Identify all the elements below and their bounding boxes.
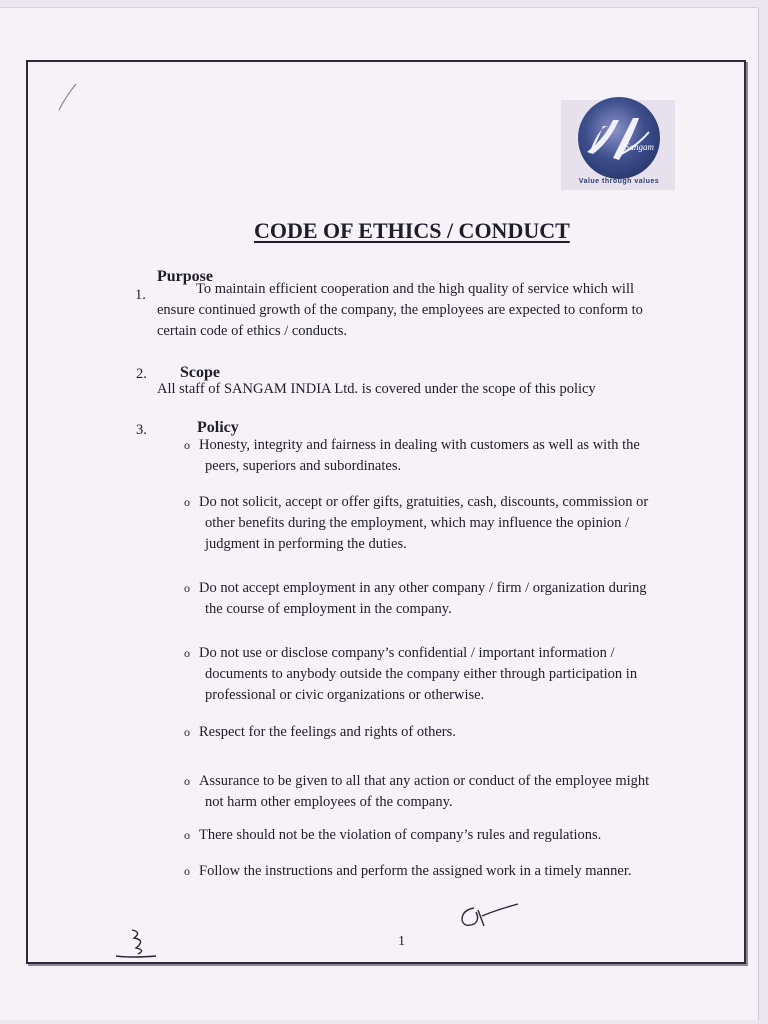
bullet-line: professional or civic organizations or otherwise. bbox=[205, 687, 485, 703]
policy-bullet-item bbox=[184, 643, 637, 706]
bullet-marker: o bbox=[184, 828, 190, 842]
bullet-line: Respect for the feelings and rights of others. bbox=[199, 724, 456, 740]
bullet-line: Do not solicit, accept or offer gifts, gratuities, cash, discounts, commission or bbox=[199, 494, 649, 510]
document-page bbox=[0, 8, 758, 1020]
policy-bullet-item bbox=[184, 861, 632, 882]
bullet-line: There should not be the violation of company’s rules and regulations. bbox=[199, 827, 602, 843]
bullet-marker: o bbox=[184, 864, 190, 878]
scope-heading: Scope bbox=[180, 364, 220, 381]
bullet-line: other benefits during the employment, which may influence the opinion / bbox=[205, 515, 630, 531]
page-number: 1 bbox=[398, 934, 405, 949]
purpose-text-line: certain code of ethics / conducts. bbox=[157, 323, 348, 339]
bullet-marker: o bbox=[184, 438, 190, 452]
bullet-line: peers, superiors and subordinates. bbox=[205, 458, 402, 474]
bullet-line: not harm other employees of the company. bbox=[205, 794, 453, 810]
bullet-marker: o bbox=[184, 581, 190, 595]
bullet-line: Follow the instructions and perform the assigned work in a timely manner. bbox=[199, 863, 632, 879]
purpose-text-line: ensure continued growth of the company, the employees are expected to conform to bbox=[157, 302, 643, 318]
document-title: CODE OF ETHICS / CONDUCT bbox=[254, 218, 570, 243]
bullet-marker: o bbox=[184, 495, 190, 509]
corner-tick-mark bbox=[56, 82, 78, 112]
handwritten-initials-icon bbox=[456, 900, 522, 932]
bullet-line: documents to anybody outside the company either through participation in bbox=[205, 666, 638, 682]
policy-bullet-item bbox=[184, 825, 601, 846]
bullet-line: the course of employment in the company. bbox=[205, 601, 452, 617]
bullet-marker: o bbox=[184, 774, 190, 788]
handwritten-signature-icon bbox=[112, 926, 160, 962]
policy-bullet-item bbox=[184, 722, 456, 743]
bullet-marker: o bbox=[184, 646, 190, 660]
logo-brand-text: Sangam bbox=[625, 142, 654, 152]
bullet-line: Do not use or disclose company’s confidential / important information / bbox=[199, 645, 615, 661]
policy-heading: Policy bbox=[197, 419, 239, 436]
policy-number: 3. bbox=[136, 422, 147, 438]
policy-bullet-item bbox=[184, 435, 640, 477]
purpose-number: 1. bbox=[135, 287, 146, 303]
purpose-text-line: To maintain efficient cooperation and the high quality of service which will bbox=[196, 281, 635, 297]
scope-text: All staff of SANGAM INDIA Ltd. is covered under the scope of this policy bbox=[157, 381, 596, 397]
scope-number: 2. bbox=[136, 366, 147, 382]
bullet-line: Assurance to be given to all that any action or conduct of the employee might bbox=[199, 773, 650, 789]
purpose-heading: Purpose bbox=[157, 268, 213, 285]
bullet-line: Honesty, integrity and fairness in dealing with customers as well as with the bbox=[199, 437, 640, 453]
policy-bullet-item bbox=[184, 492, 648, 555]
bullet-line: judgment in performing the duties. bbox=[205, 536, 407, 552]
bullet-marker: o bbox=[184, 725, 190, 739]
logo-tagline: Value through values bbox=[578, 178, 660, 185]
policy-bullet-item bbox=[184, 771, 649, 813]
policy-bullet-item bbox=[184, 578, 647, 620]
bullet-line: Do not accept employment in any other company / firm / organization during bbox=[199, 580, 647, 596]
